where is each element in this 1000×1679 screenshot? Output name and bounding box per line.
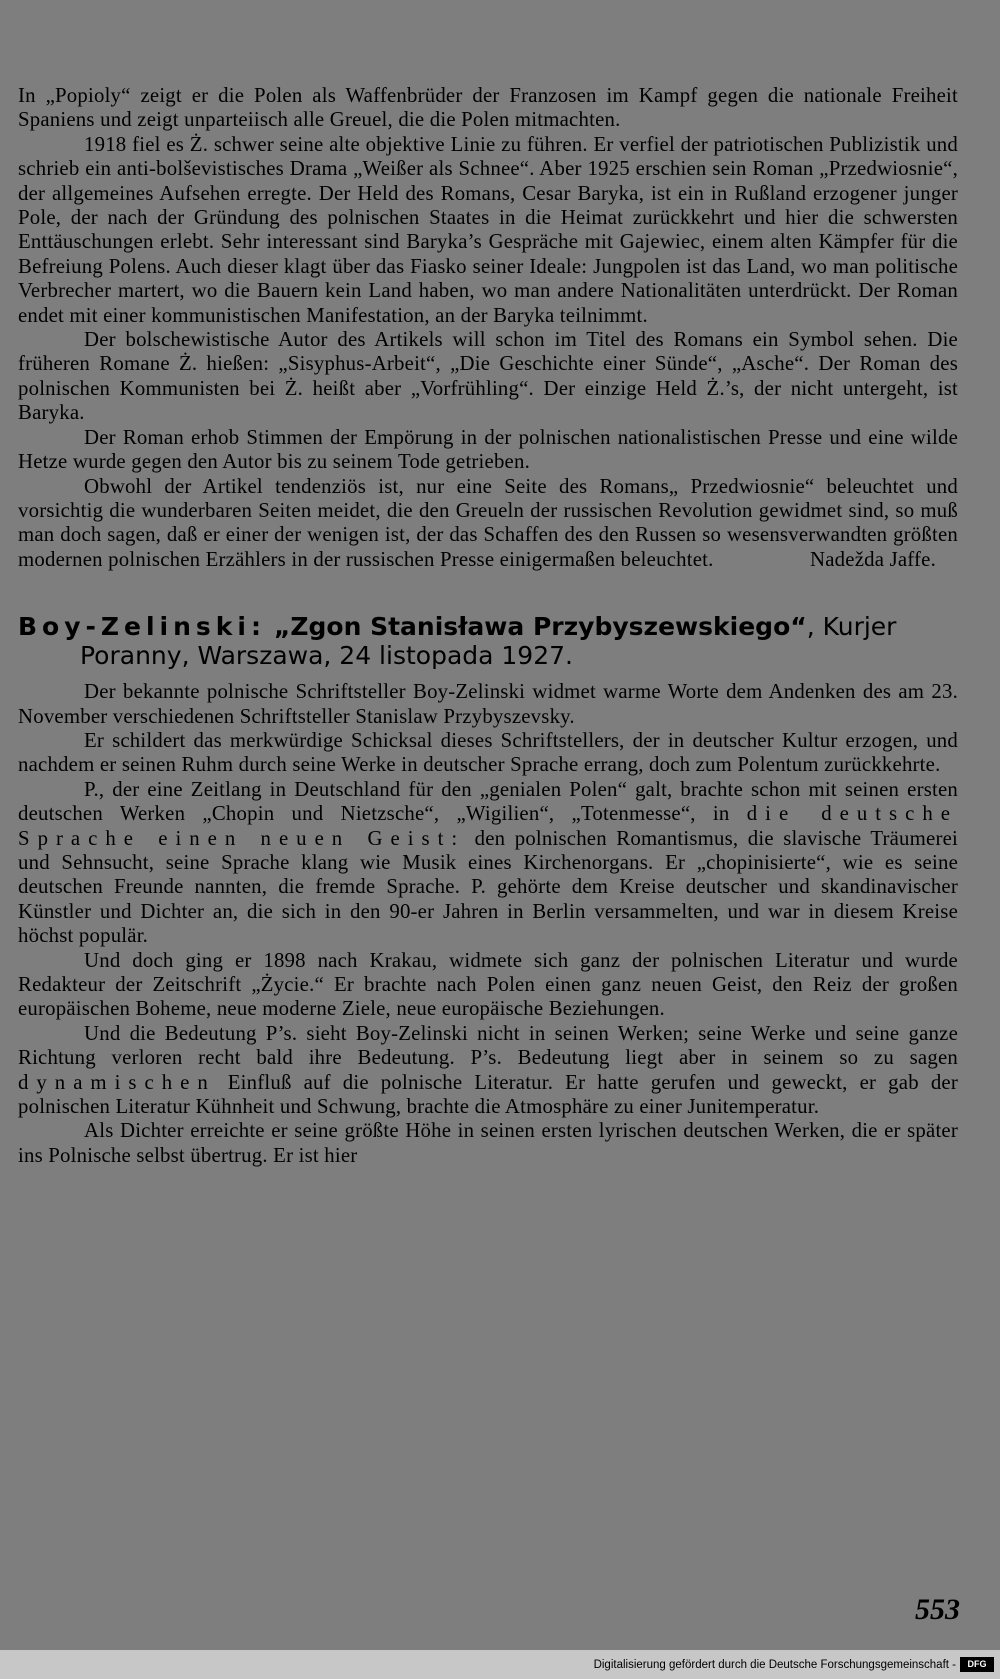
paragraph: [18, 1022, 958, 1120]
paragraph: In „Popioly“ zeigt er die Polen als Waffenbrüder der Franzosen im Kampf gegen die nationale Freiheit Spaniens und zeigt unparteiisch alle Greuel, die die Polen mitmachten.: [18, 84, 958, 132]
paragraph: Er schildert das merkwürdige Schicksal dieses Schriftstellers, der in deutscher Kultur erzogen, und nachdem er seinen Ruhm durch seine Werke in deutscher Sprache errang, doch zum Polentum zurückkehrte.: [18, 728, 958, 777]
paragraph: 1918 fiel es Ż. schwer seine alte objektive Linie zu führen. Er verfiel der patriotischen Publizistik und schrieb ein anti-bolševistisches Drama „Weißer als Schnee“. Aber 1925 erschien sein Roman „Przedwiosnie“, der allgemeines Aufsehen erregte. Der Held des Romans, Cesar Baryka, ist ein in Rußland erzogener junger Pole, der nach der Gründung des polnischen Staates in die Heimat zurückkehrt und hier die schwersten Enttäuschungen erlebt. Sehr interessant sind Baryka’s Gespräche mit Gajewiec, einem alten Kämpfer für die Befreiung Polens. Auch dieser klagt über das Fiasko seiner Ideale: Jungpolen ist das Land, wo man politische Verbrecher martert, wo die Bauern kein Land haben, wo man andere Nationalitäten unterdrückt. Der Roman endet mit einer kommunistischen Manifestation, an der Baryka teilnimmt.: [18, 132, 958, 327]
paragraph-text: den polnischen Romantismus, die slavische Träumerei und Sehnsucht, seine Sprache klang wie Musik eines Kirchenorgans. Er „chopinisierte“, wie es seine deutschen Freunde nannten, die fremde Sprache. P. gehörte dem Kreise deutscher und skandinavischer Künstler und Dichter an, die sich in den 90-er Jahren in Berlin versammelten, und war in diesem Kreise höchst populär.: [18, 826, 959, 948]
heading-title: „Zgon Stanisława Przybyszewskiego“: [273, 612, 807, 642]
paragraph: Als Dichter erreichte er seine größte Höhe in seinen ersten lyrischen deutschen Werken, die er später ins Polnische selbst übertrug. Er ist hier: [18, 1119, 958, 1167]
paragraph-text: Und die Bedeutung P’s. sieht Boy-Zelinski nicht in seinen Werken; seine Werke und seine ganze Richtung verloren recht bald ihre Bedeutung. P’s. Bedeutung liegt aber in seinem so zu sagen: [18, 1021, 958, 1070]
paragraph: [18, 778, 958, 949]
footer-bar: [0, 1650, 1000, 1679]
paragraph: Und doch ging er 1898 nach Krakau, widmete sich ganz der polnischen Literatur und wurde Redakteur der Zeitschrift „Życie.“ Er brachte nach Polen einen ganz neuen Geist, den Reiz der großen europäischen Boheme, neue moderne Ziele, neue europäische Beziehungen.: [18, 948, 958, 1021]
paragraph: Obwohl der Artikel tendenziös ist, nur eine Seite des Romans„ Przedwiosnie“ beleuchtet und vorsichtig die wunderbaren Seiten meidet, die den Greueln der russischen Revolution gewidmet sind, so muß man doch sagen, daß er einer der wenigen ist, der das Schaffen des den Russen so wesensverwandten größten modernen polnischen Erzählers in der russischen Presse einigermaßen beleuchtet.: [18, 474, 958, 571]
digitization-credit: Digitalisierung gefördert durch die Deutsche Forschungsgemeinschaft -: [593, 1659, 956, 1671]
spaced-emphasis: die deutsche Sprache einen neuen Geist:: [18, 802, 958, 850]
page-body: [18, 84, 958, 1168]
review-heading: [18, 612, 958, 670]
paragraph-text: Einfluß auf die polnische Literatur. Er hatte gerufen und geweckt, er gab der polnischen Literatur Kühnheit und Schwung, brachte die Atmosphäre zu einer Junitemperatur.: [18, 1070, 958, 1119]
spaced-emphasis: dynamischen: [18, 1070, 216, 1094]
paragraph: Der bekannte polnische Schriftsteller Boy-Zelinski widmet warme Worte dem Andenken des am 23. November verschiedenen Schriftsteller Stanislaw Przybyszevsky.: [18, 680, 958, 728]
heading-author: Boy-Zelinski:: [18, 612, 266, 642]
paragraph: Der bolschewistische Autor des Artikels will schon im Titel des Romans ein Symbol sehen. Die früheren Romane Ż. hießen: „Sisyphus-Arbeit“, „Die Geschichte einer Sünde“, „Asche“. Der Roman des polnischen Kommunisten bei Ż. heißt aber „Vorfrühling“. Der einzige Held Ż.’s, der nicht untergeht, ist Baryka.: [18, 328, 958, 425]
paragraph-text: P., der eine Zeitlang in Deutschland für den „genialen Polen“ galt, brachte schon mit seinen ersten deutschen Werken „Chopin und Nietzsche“, „Wigilien“, „Totenmesse“, in: [18, 777, 958, 826]
paragraph: Der Roman erhob Stimmen der Empörung in der polnischen nationalistischen Presse und eine wilde Hetze wurde gegen den Autor bis zu seinem Tode getrieben.: [18, 425, 958, 474]
dfg-logo: DFG: [960, 1657, 994, 1672]
signature: Nadežda Jaffe.: [810, 547, 936, 571]
heading-source: , Kurjer Poranny, Warszawa, 24 listopada 1927.: [80, 612, 897, 671]
page-number: 553: [915, 1593, 960, 1626]
